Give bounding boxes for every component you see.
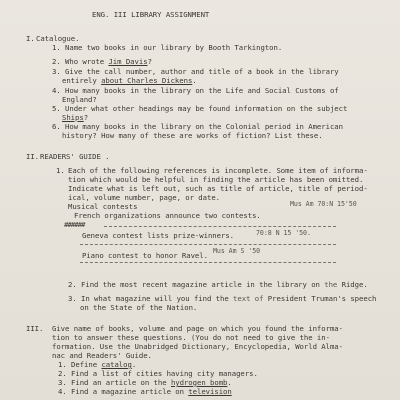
readers-item-1-line-2: tion which would be helpful in finding the article has been omitted. [68,175,364,184]
reference-2-citation: 70:8 N 15 '50. [256,229,311,237]
catalogue-item-6-cont: history? How many of these are works of fiction? List these. [62,131,323,140]
section-iii-line-4: nac and Readers' Guide. [52,351,152,360]
reference-1-citation: Mus Am 70:N 15'50 [290,200,357,208]
section-ii-numeral: II. [26,152,40,161]
catalogue-item-3-cont: entirely about Charles Dickens. [62,76,197,85]
section-ii-heading: READERS' GUIDE . [40,152,110,161]
catalogue-item-4-cont: England? [62,95,97,104]
catalogue-item-5-cont: Ships? [62,113,89,122]
catalogue-item-4: 4. How many books in the library on the Life and Social Customs of [52,86,339,95]
catalogue-item-6: 6. How many books in the library on the Colonial period in American [52,122,343,131]
catalogue-item-5: 5. Under what other headings may be found information on the subject [52,104,348,113]
sources-item-3: 3. Find an article on the hydrogen bomb. [58,378,232,387]
sources-item-4: 4. Find a magazine article on television [58,387,232,396]
reference-2-title: Geneva contest lists prize-winners. [82,231,235,240]
section-iii-line-1: Give name of books, volume and page on which you found the informa- [52,324,343,333]
section-iii-line-2: tion to answer these questions. (You do not need to give the in- [52,333,330,342]
reference-3-citation: Mus Am S '50 [213,247,261,255]
catalogue-item-2: 2. Who wrote Jim Davis? [52,57,152,66]
reference-3-title: Piano contest to honor Ravel. [82,251,208,260]
answer-blank-3 [80,262,336,263]
reference-1-title: French organizations announce two contests. [74,211,261,220]
reference-subject: Musical contests [68,202,138,211]
answer-blank-1 [104,226,336,227]
readers-item-1-line-4: ical, volume number, page, or date. [68,193,221,202]
readers-item-1-line-3: Indicate what is left out, such as title of article, title of period- [68,184,368,193]
section-i-heading: Catalogue. [36,34,80,43]
answer-blank-2 [80,244,336,245]
struck-out-text: ###### [64,220,85,229]
readers-item-1-number: 1. [56,166,65,175]
readers-item-1-line-1: Each of the following references is incomplete. Some item of informa- [68,166,368,175]
section-iii-line-3: formation. Use the Unabridged Dictionary, Encyclopedia, World Alma- [52,342,343,351]
readers-item-3: 3. In what magazine will you find the text of President Truman's speech [68,294,377,303]
section-iii-numeral: III. [26,324,44,333]
sources-item-1: 1. Define catalog. [58,360,137,369]
page-title: ENG. III LIBRARY ASSIGNMENT [92,10,210,19]
catalogue-item-1: 1. Name two books in our library by Booth Tarkington. [52,43,283,52]
catalogue-item-3: 3. Give the call number, author and title of a book in the library [52,67,339,76]
readers-item-3-cont: on the State of the Nation. [80,303,198,312]
sources-item-2: 2. Find a list of cities having city managers. [58,369,258,378]
section-i-numeral: I. [26,34,35,43]
readers-item-2: 2. Find the most recent magazine article in the library on the Ridge. [68,280,368,289]
